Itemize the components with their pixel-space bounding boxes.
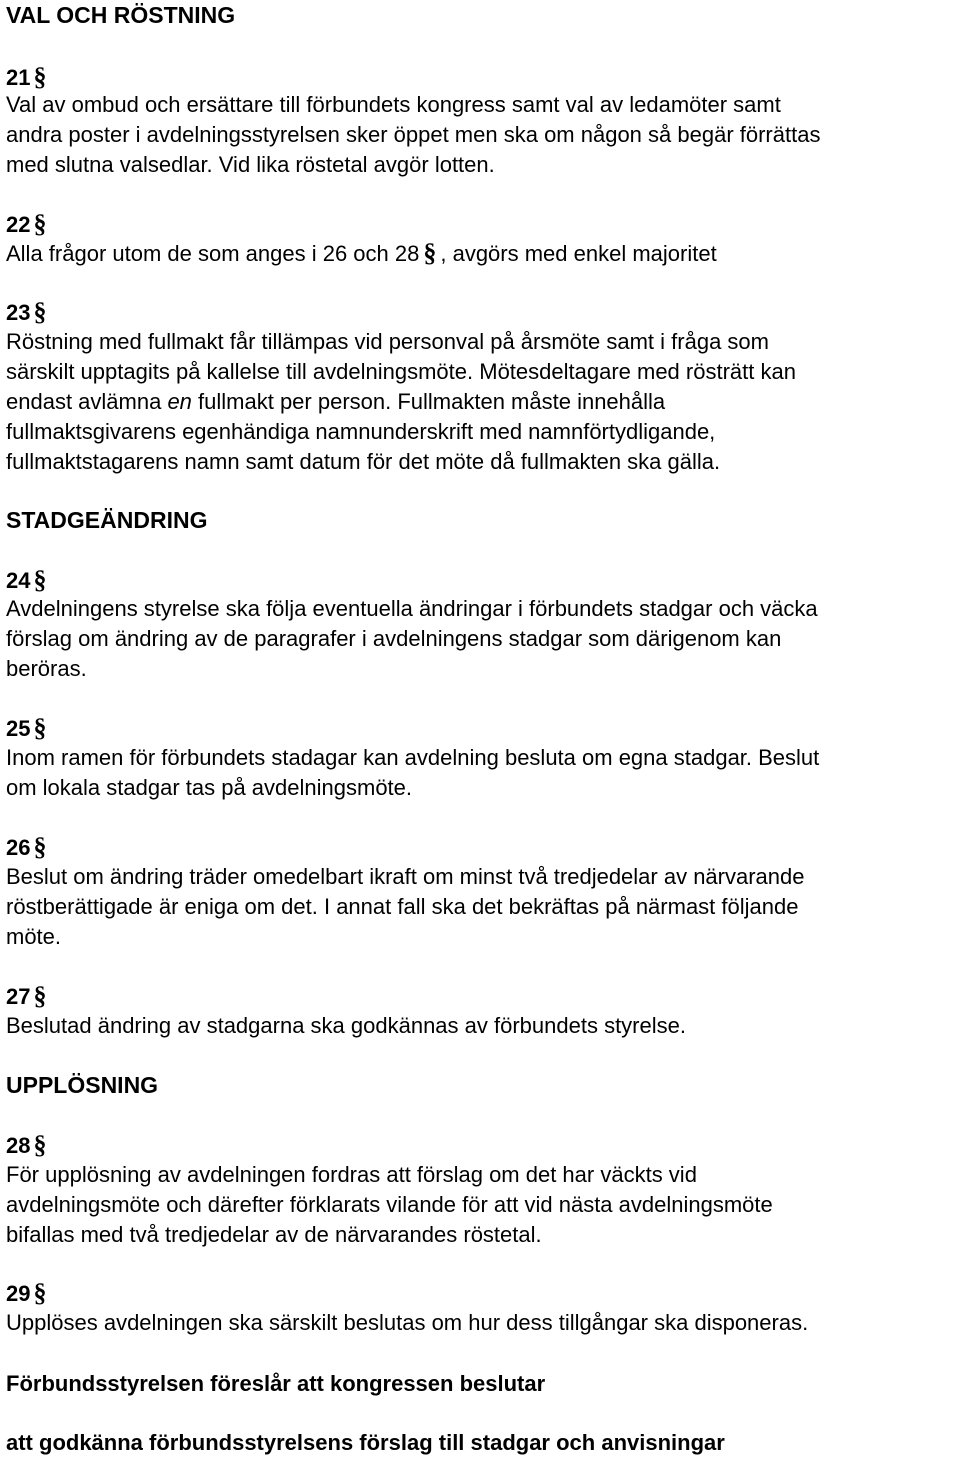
paragraph-24-text bbox=[6, 594, 960, 684]
section-heading-val-och-rostning: VAL OCH RÖSTNING bbox=[6, 2, 236, 28]
paragraph-27-text bbox=[6, 1011, 960, 1041]
paragraph-number-26 bbox=[6, 832, 46, 863]
emphasized-word: en bbox=[167, 389, 192, 414]
paragraph-number-label: 21 bbox=[6, 65, 31, 90]
paragraph-number-25 bbox=[6, 713, 46, 744]
paragraph-21-text bbox=[6, 90, 960, 180]
text-line: beröras. bbox=[6, 656, 87, 681]
text-line bbox=[6, 387, 960, 417]
text-line: Inom ramen för förbundets stadagar kan avdelning besluta om egna stadgar. Beslut bbox=[6, 745, 820, 770]
decision-line: att godkänna förbundsstyrelsens förslag till stadgar och anvisningar bbox=[6, 1430, 725, 1455]
text-line: Röstning med fullmakt får tillämpas vid personval på årsmöte samt i fråga som bbox=[6, 329, 769, 354]
text-line: bifallas med två tredjedelar av de närvarandes röstetal. bbox=[6, 1222, 542, 1247]
paragraph-number-22 bbox=[6, 209, 46, 240]
text-fragment: endast avlämna bbox=[6, 389, 168, 414]
section-sign: § bbox=[33, 713, 47, 742]
paragraph-number-24 bbox=[6, 565, 46, 596]
paragraph-number-23 bbox=[6, 297, 46, 328]
section-sign: § bbox=[33, 1278, 47, 1307]
paragraph-number-label: 23 bbox=[6, 300, 31, 325]
paragraph-number-label: 24 bbox=[6, 568, 31, 593]
text-line: Avdelningens styrelse ska följa eventuella ändringar i förbundets stadgar och väcka bbox=[6, 596, 818, 621]
board-proposal-line: Förbundsstyrelsen föreslår att kongressen beslutar bbox=[6, 1371, 546, 1396]
section-heading-stadgeandring: STADGEÄNDRING bbox=[6, 507, 208, 533]
text-fragment: , avgörs med enkel majoritet bbox=[440, 241, 717, 266]
text-line: fullmaktstagarens namn samt datum för det möte då fullmakten ska gälla. bbox=[6, 449, 721, 474]
text-line: Beslutad ändring av stadgarna ska godkännas av förbundets styrelse. bbox=[6, 1013, 686, 1038]
text-line: fullmaktsgivarens egenhändiga namnunderskrift med namnförtydligande, bbox=[6, 419, 716, 444]
text-line bbox=[6, 238, 960, 269]
paragraph-22-text bbox=[6, 238, 960, 269]
text-fragment: fullmakt per person. Fullmakten måste innehålla bbox=[191, 389, 666, 414]
text-line: Val av ombud och ersättare till förbundets kongress samt val av ledamöter samt bbox=[6, 92, 781, 117]
section-sign: § bbox=[33, 832, 47, 861]
text-line: förslag om ändring av de paragrafer i avdelningens stadgar som därigenom kan bbox=[6, 626, 782, 651]
section-sign: § bbox=[33, 297, 47, 326]
section-heading-upplosning: UPPLÖSNING bbox=[6, 1072, 159, 1098]
paragraph-28-text bbox=[6, 1160, 960, 1250]
section-sign: § bbox=[33, 1130, 47, 1159]
text-fragment: Alla frågor utom de som anges i 26 och 28 bbox=[6, 241, 420, 266]
paragraph-number-21 bbox=[6, 62, 46, 93]
paragraph-number-label: 27 bbox=[6, 984, 31, 1009]
section-sign: § bbox=[423, 238, 437, 267]
section-sign: § bbox=[33, 209, 47, 238]
text-line: med slutna valsedlar. Vid lika röstetal avgör lotten. bbox=[6, 152, 495, 177]
section-sign: § bbox=[33, 565, 47, 594]
section-sign: § bbox=[33, 62, 47, 91]
paragraph-number-label: 29 bbox=[6, 1281, 31, 1306]
text-line: avdelningsmöte och därefter förklarats vilande för att vid nästa avdelningsmöte bbox=[6, 1192, 773, 1217]
text-line: särskilt upptagits på kallelse till avdelningsmöte. Mötesdeltagare med rösträtt kan bbox=[6, 359, 796, 384]
paragraph-number-28 bbox=[6, 1130, 46, 1161]
paragraph-number-label: 28 bbox=[6, 1133, 31, 1158]
text-line: Beslut om ändring träder omedelbart ikraft om minst två tredjedelar av närvarande bbox=[6, 864, 805, 889]
paragraph-number-label: 22 bbox=[6, 212, 31, 237]
text-line: andra poster i avdelningsstyrelsen sker öppet men ska om någon så begär förrättas bbox=[6, 122, 821, 147]
section-sign: § bbox=[33, 981, 47, 1010]
paragraph-number-27 bbox=[6, 981, 46, 1012]
paragraph-number-label: 25 bbox=[6, 716, 31, 741]
paragraph-number-29 bbox=[6, 1278, 46, 1309]
text-line: För upplösning av avdelningen fordras att förslag om det har väckts vid bbox=[6, 1162, 697, 1187]
paragraph-26-text bbox=[6, 862, 960, 952]
text-line: om lokala stadgar tas på avdelningsmöte. bbox=[6, 775, 413, 800]
paragraph-29-text bbox=[6, 1308, 960, 1338]
paragraph-25-text bbox=[6, 743, 960, 803]
text-line: möte. bbox=[6, 924, 62, 949]
paragraph-23-text bbox=[6, 327, 960, 477]
text-line: röstberättigade är eniga om det. I annat fall ska det bekräftas på närmast följande bbox=[6, 894, 799, 919]
paragraph-number-label: 26 bbox=[6, 835, 31, 860]
text-line: Upplöses avdelningen ska särskilt beslutas om hur dess tillgångar ska disponeras. bbox=[6, 1310, 809, 1335]
